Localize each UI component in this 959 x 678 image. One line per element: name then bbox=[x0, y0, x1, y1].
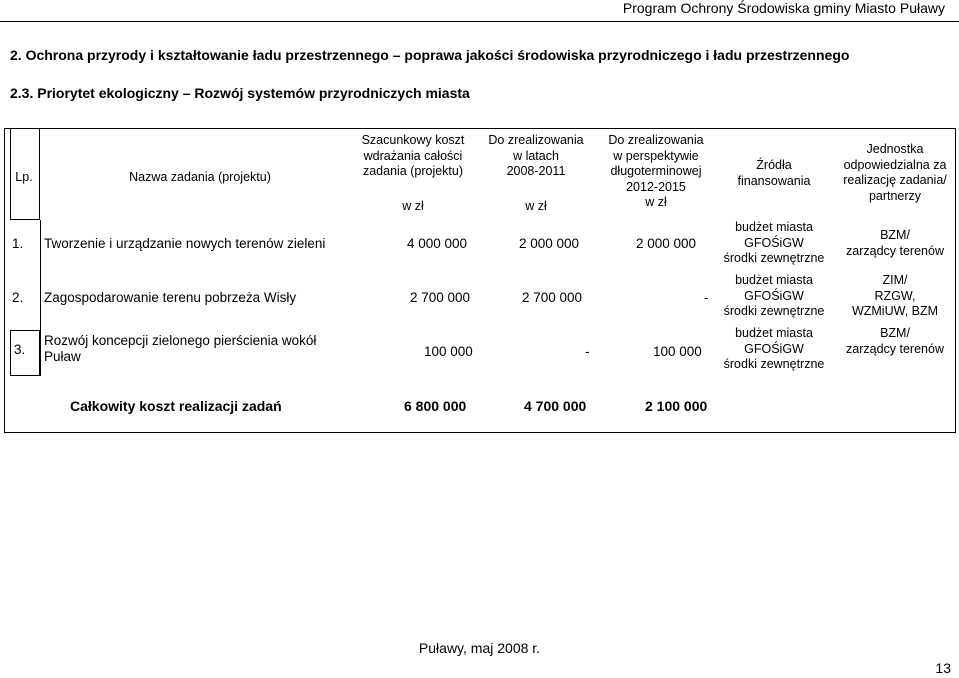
section-title: 2. Ochrona przyrody i kształtowanie ładu przestrzennego – poprawa jakości środowiska przyrodniczego i ładu przestrzennego bbox=[10, 47, 850, 63]
header-responsible-unit: Jednostka odpowiedzialna za realizację zadania/ partnerzy bbox=[843, 142, 947, 203]
total-period2: 2 100 000 bbox=[645, 398, 708, 414]
row1-funding: budżet miasta GFOŚiGW środki zewnętrzne bbox=[723, 220, 825, 265]
row2-cost: 2 700 000 bbox=[410, 290, 471, 305]
row1-responsible: BZM/ zarządcy terenów bbox=[846, 228, 944, 258]
total-label: Całkowity koszt realizacji zadań bbox=[70, 398, 282, 414]
header-cost: Szacunkowy koszt wdrażania całości zadania (projektu) w zł bbox=[361, 133, 465, 213]
lp-divider bbox=[40, 220, 41, 376]
row3-name: Rozwój koncepcji zielonego pierścienia wokół Puław bbox=[44, 333, 317, 364]
total-period1: 4 700 000 bbox=[524, 398, 587, 414]
row3-funding: budżet miasta GFOŚiGW środki zewnętrzne bbox=[723, 326, 825, 371]
footer-place-date: Puławy, maj 2008 r. bbox=[418, 640, 541, 656]
row2-lp: 2. bbox=[12, 290, 24, 305]
row1-period1: 2 000 000 bbox=[519, 236, 580, 251]
row3-responsible: BZM/ zarządcy terenów bbox=[846, 326, 944, 356]
row1-cost: 4 000 000 bbox=[407, 236, 468, 251]
header-period-2012-2015: Do zrealizowania w perspektywie długoterminowej 2012-2015 w zł bbox=[608, 133, 704, 209]
row3-period2: 100 000 bbox=[653, 344, 702, 359]
total-cost: 6 800 000 bbox=[404, 398, 467, 414]
row2-period1: 2 700 000 bbox=[522, 290, 583, 305]
running-header: Program Ochrony Środowiska gminy Miasto Puławy bbox=[622, 0, 945, 16]
header-funding-sources: Źródła finansowania bbox=[737, 158, 811, 188]
header-period-2008-2011: Do zrealizowania w latach 2008-2011 w zł bbox=[488, 133, 584, 213]
row2-funding: budżet miasta GFOŚiGW środki zewnętrzne bbox=[723, 273, 825, 318]
row1-period2: 2 000 000 bbox=[636, 236, 697, 251]
header-name: Nazwa zadania (projektu) bbox=[129, 170, 271, 184]
subsection-title: 2.3. Priorytet ekologiczny – Rozwój systemów przyrodniczych miasta bbox=[10, 85, 470, 101]
row3-cost: 100 000 bbox=[424, 344, 473, 359]
row3-lp: 3. bbox=[14, 342, 26, 357]
row1-lp: 1. bbox=[12, 236, 24, 251]
page-number: 13 bbox=[935, 660, 951, 676]
header-rule bbox=[0, 21, 959, 22]
row2-name: Zagospodarowanie terenu pobrzeża Wisły bbox=[44, 290, 297, 305]
row2-period2: - bbox=[704, 290, 709, 305]
header-lp: Lp. bbox=[15, 170, 33, 184]
lp-header-box bbox=[10, 128, 40, 220]
row1-name: Tworzenie i urządzanie nowych terenów zieleni bbox=[44, 236, 326, 251]
row2-responsible: ZIM/ RZGW, WZMiUW, BZM bbox=[851, 273, 939, 318]
row3-period1: - bbox=[585, 344, 590, 359]
